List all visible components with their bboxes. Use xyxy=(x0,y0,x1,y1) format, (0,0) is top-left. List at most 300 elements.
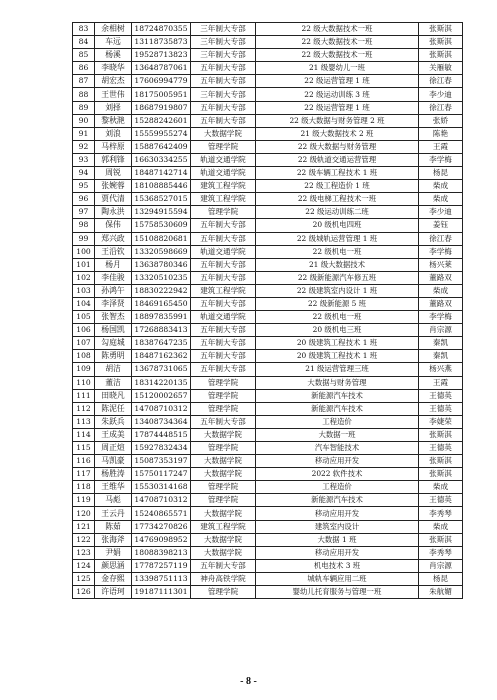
phone-number-cell: 15559955274 xyxy=(132,127,191,140)
college-name-cell: 大数据学院 xyxy=(191,428,256,441)
table-row xyxy=(73,311,463,324)
student-name-cell: 勾庭城 xyxy=(95,337,132,350)
college-name-cell: 大数据学院 xyxy=(191,546,256,559)
phone-number-cell: 15750117247 xyxy=(132,468,191,481)
student-name-cell: 余相树 xyxy=(95,23,132,36)
table-row xyxy=(73,101,463,114)
student-name-cell: 田晓凡 xyxy=(95,389,132,402)
student-name-cell: 周正煊 xyxy=(95,442,132,455)
row-number-cell: 106 xyxy=(73,324,95,337)
row-number-cell: 98 xyxy=(73,219,95,232)
class-name-cell: 工程造价 xyxy=(256,415,419,428)
class-name-cell: 大数据一班 xyxy=(256,428,419,441)
phone-number-cell: 18108885446 xyxy=(132,180,191,193)
class-name-cell: 新能源汽车技术 xyxy=(256,494,419,507)
class-name-cell: 新能源汽车技术 xyxy=(256,389,419,402)
table-row xyxy=(73,455,463,468)
phone-number-cell: 13638780346 xyxy=(132,258,191,271)
phone-number-cell: 18088398213 xyxy=(132,546,191,559)
student-name-cell: 王云丹 xyxy=(95,507,132,520)
class-name-cell: 20 级机电三班 xyxy=(256,324,419,337)
table-row xyxy=(73,520,463,533)
college-name-cell: 五年制大专部 xyxy=(191,232,256,245)
row-number-cell: 87 xyxy=(73,75,95,88)
class-name-cell: 汽车智能技术 xyxy=(256,442,419,455)
row-number-cell: 118 xyxy=(73,481,95,494)
student-name-cell: 张智杰 xyxy=(95,311,132,324)
college-name-cell: 五年制大专部 xyxy=(191,75,256,88)
row-number-cell: 101 xyxy=(73,258,95,271)
row-number-cell: 103 xyxy=(73,284,95,297)
teacher-name-cell: 张斯淇 xyxy=(419,533,463,546)
row-number-cell: 126 xyxy=(73,586,95,599)
phone-number-cell: 18830222942 xyxy=(132,284,191,297)
teacher-name-cell: 张斯淇 xyxy=(419,49,463,62)
class-name-cell: 移动应用开发 xyxy=(256,546,419,559)
table-row xyxy=(73,337,463,350)
student-name-cell: 胡宏杰 xyxy=(95,75,132,88)
class-name-cell: 22 级运营管理 1 班 xyxy=(256,101,419,114)
table-row xyxy=(73,36,463,49)
table-row xyxy=(73,494,463,507)
class-name-cell: 22 级运营管理 1 班 xyxy=(256,75,419,88)
row-number-cell: 107 xyxy=(73,337,95,350)
class-name-cell: 机电技术 3 班 xyxy=(256,559,419,572)
teacher-name-cell: 李学梅 xyxy=(419,311,463,324)
phone-number-cell: 15120002657 xyxy=(132,389,191,402)
table-row xyxy=(73,219,463,232)
phone-number-cell: 17874448515 xyxy=(132,428,191,441)
college-name-cell: 大数据学院 xyxy=(191,455,256,468)
college-name-cell: 五年制大专部 xyxy=(191,101,256,114)
table-row xyxy=(73,324,463,337)
student-name-cell: 周锐 xyxy=(95,167,132,180)
phone-number-cell: 18487162362 xyxy=(132,350,191,363)
table-row xyxy=(73,140,463,153)
row-number-cell: 85 xyxy=(73,49,95,62)
student-name-cell: 王维华 xyxy=(95,481,132,494)
college-name-cell: 三年制大专部 xyxy=(191,36,256,49)
table-row xyxy=(73,127,463,140)
table-row xyxy=(73,481,463,494)
class-name-cell: 2022 软件技术 xyxy=(256,468,419,481)
college-name-cell: 管理学院 xyxy=(191,376,256,389)
teacher-name-cell: 张娇 xyxy=(419,114,463,127)
teacher-name-cell: 柴成 xyxy=(419,520,463,533)
class-name-cell: 大数据与财务管理 xyxy=(256,376,419,389)
phone-number-cell: 13398751113 xyxy=(132,572,191,585)
teacher-name-cell: 王德英 xyxy=(419,402,463,415)
college-name-cell: 三年制大专部 xyxy=(191,49,256,62)
teacher-name-cell: 杨兴莱 xyxy=(419,258,463,271)
college-name-cell: 轨道交通学院 xyxy=(191,153,256,166)
class-name-cell: 22 级运动训练二班 xyxy=(256,206,419,219)
teacher-name-cell: 杨昆 xyxy=(419,167,463,180)
table-row xyxy=(73,402,463,415)
teacher-name-cell: 王德英 xyxy=(419,494,463,507)
class-name-cell: 22 级机电一班 xyxy=(256,311,419,324)
student-name-cell: 王世伟 xyxy=(95,88,132,101)
student-name-cell: 金存熙 xyxy=(95,572,132,585)
teacher-name-cell: 张斯淇 xyxy=(419,468,463,481)
phone-number-cell: 13320510235 xyxy=(132,271,191,284)
class-name-cell: 20 级建筑工程技术 1 班 xyxy=(256,350,419,363)
student-name-cell: 马凯豪 xyxy=(95,455,132,468)
phone-number-cell: 15927832434 xyxy=(132,442,191,455)
phone-number-cell: 18724870355 xyxy=(132,23,191,36)
college-name-cell: 管理学院 xyxy=(191,494,256,507)
row-number-cell: 124 xyxy=(73,559,95,572)
table-row xyxy=(73,507,463,520)
teacher-name-cell: 陈艳 xyxy=(419,127,463,140)
row-number-cell: 117 xyxy=(73,468,95,481)
table-row xyxy=(73,284,463,297)
table-row xyxy=(73,88,463,101)
college-name-cell: 建筑工程学院 xyxy=(191,180,256,193)
class-name-cell: 22 级轨道交通运营管理 xyxy=(256,153,419,166)
class-name-cell: 22 级新能源汽车修五班 xyxy=(256,271,419,284)
student-name-cell: 王沿钦 xyxy=(95,245,132,258)
row-number-cell: 93 xyxy=(73,153,95,166)
phone-number-cell: 18487142714 xyxy=(132,167,191,180)
college-name-cell: 大数据学院 xyxy=(191,533,256,546)
phone-number-cell: 17268883413 xyxy=(132,324,191,337)
teacher-name-cell: 李秀琴 xyxy=(419,546,463,559)
row-number-cell: 109 xyxy=(73,363,95,376)
college-name-cell: 管理学院 xyxy=(191,442,256,455)
teacher-name-cell: 李婕荣 xyxy=(419,415,463,428)
student-name-cell: 李泽贤 xyxy=(95,297,132,310)
phone-number-cell: 18687919807 xyxy=(132,101,191,114)
student-name-cell: 陈勇明 xyxy=(95,350,132,363)
class-name-cell: 21 级运营管理三班 xyxy=(256,363,419,376)
table-body xyxy=(73,23,463,599)
table-row xyxy=(73,206,463,219)
teacher-name-cell: 李学梅 xyxy=(419,153,463,166)
teacher-name-cell: 李秀琴 xyxy=(419,507,463,520)
table-row xyxy=(73,232,463,245)
teacher-name-cell: 朱航媚 xyxy=(419,586,463,599)
phone-number-cell: 17734270826 xyxy=(132,520,191,533)
student-name-cell: 保伟 xyxy=(95,219,132,232)
row-number-cell: 111 xyxy=(73,389,95,402)
page-number: - 8 - xyxy=(240,676,257,687)
table-row xyxy=(73,258,463,271)
row-number-cell: 104 xyxy=(73,297,95,310)
row-number-cell: 115 xyxy=(73,442,95,455)
college-name-cell: 建筑工程学院 xyxy=(191,284,256,297)
table-row xyxy=(73,533,463,546)
phone-number-cell: 13648787061 xyxy=(132,62,191,75)
college-name-cell: 大数据学院 xyxy=(191,507,256,520)
table-row xyxy=(73,75,463,88)
teacher-name-cell: 关雁敏 xyxy=(419,62,463,75)
student-name-cell: 李晓华 xyxy=(95,62,132,75)
college-name-cell: 大数据学院 xyxy=(191,127,256,140)
table-row xyxy=(73,559,463,572)
phone-number-cell: 15108820681 xyxy=(132,232,191,245)
row-number-cell: 120 xyxy=(73,507,95,520)
phone-number-cell: 18314220135 xyxy=(132,376,191,389)
row-number-cell: 84 xyxy=(73,36,95,49)
class-name-cell: 22 级运动训练 3 班 xyxy=(256,88,419,101)
college-name-cell: 五年制大专部 xyxy=(191,271,256,284)
row-number-cell: 114 xyxy=(73,428,95,441)
table-row xyxy=(73,167,463,180)
teacher-name-cell: 张斯淇 xyxy=(419,428,463,441)
college-name-cell: 五年制大专部 xyxy=(191,363,256,376)
row-number-cell: 90 xyxy=(73,114,95,127)
phone-number-cell: 14769098952 xyxy=(132,533,191,546)
row-number-cell: 89 xyxy=(73,101,95,114)
table-row xyxy=(73,572,463,585)
row-number-cell: 119 xyxy=(73,494,95,507)
phone-number-cell: 17606994779 xyxy=(132,75,191,88)
teacher-name-cell: 王德英 xyxy=(419,442,463,455)
row-number-cell: 96 xyxy=(73,193,95,206)
teacher-name-cell: 徐江春 xyxy=(419,101,463,114)
student-name-cell: 胡洁 xyxy=(95,363,132,376)
student-name-cell: 陶永洪 xyxy=(95,206,132,219)
table-row xyxy=(73,180,463,193)
college-name-cell: 五年制大专部 xyxy=(191,258,256,271)
class-name-cell: 22 级大数据与财务管理 xyxy=(256,140,419,153)
class-name-cell: 22 级工程造价 1 班 xyxy=(256,180,419,193)
student-name-cell: 车远 xyxy=(95,36,132,49)
table-row xyxy=(73,193,463,206)
class-name-cell: 21 级大数据技术 2 班 xyxy=(256,127,419,140)
student-name-cell: 杨月 xyxy=(95,258,132,271)
student-name-cell: 郭利锋 xyxy=(95,153,132,166)
college-name-cell: 大数据学院 xyxy=(191,468,256,481)
student-name-cell: 颜思涵 xyxy=(95,559,132,572)
student-name-cell: 黎秋滟 xyxy=(95,114,132,127)
teacher-name-cell: 徐江春 xyxy=(419,232,463,245)
class-name-cell: 22 级建筑室内设计 1 班 xyxy=(256,284,419,297)
row-number-cell: 100 xyxy=(73,245,95,258)
table-row xyxy=(73,442,463,455)
table-row xyxy=(73,245,463,258)
table-row xyxy=(73,586,463,599)
college-name-cell: 管理学院 xyxy=(191,140,256,153)
class-name-cell: 22 级车辆工程技术 1 班 xyxy=(256,167,419,180)
table-row xyxy=(73,350,463,363)
row-number-cell: 86 xyxy=(73,62,95,75)
class-name-cell: 新能源汽车技术 xyxy=(256,402,419,415)
teacher-name-cell: 肖宗源 xyxy=(419,559,463,572)
college-name-cell: 三年制大专部 xyxy=(191,23,256,36)
teacher-name-cell: 柴成 xyxy=(419,481,463,494)
class-name-cell: 22 级大数据技术一班 xyxy=(256,49,419,62)
college-name-cell: 五年制大专部 xyxy=(191,337,256,350)
row-number-cell: 95 xyxy=(73,180,95,193)
teacher-name-cell: 王德英 xyxy=(419,389,463,402)
college-name-cell: 轨道交通学院 xyxy=(191,311,256,324)
phone-number-cell: 18175005951 xyxy=(132,88,191,101)
table-row xyxy=(73,415,463,428)
table-row xyxy=(73,114,463,127)
student-name-cell: 许语珂 xyxy=(95,586,132,599)
row-number-cell: 105 xyxy=(73,311,95,324)
college-name-cell: 管理学院 xyxy=(191,586,256,599)
class-name-cell: 城轨车辆应用二班 xyxy=(256,572,419,585)
phone-number-cell: 13408734364 xyxy=(132,415,191,428)
table-row xyxy=(73,363,463,376)
phone-number-cell: 16630334255 xyxy=(132,153,191,166)
teacher-name-cell: 杨昆 xyxy=(419,572,463,585)
college-name-cell: 建筑工程学院 xyxy=(191,193,256,206)
class-name-cell: 大数据 1 班 xyxy=(256,533,419,546)
teacher-name-cell: 杨兴燕 xyxy=(419,363,463,376)
row-number-cell: 94 xyxy=(73,167,95,180)
teacher-name-cell: 王霞 xyxy=(419,140,463,153)
row-number-cell: 110 xyxy=(73,376,95,389)
student-name-cell: 刘浪 xyxy=(95,127,132,140)
row-number-cell: 91 xyxy=(73,127,95,140)
class-name-cell: 22 级新能源 5 班 xyxy=(256,297,419,310)
college-name-cell: 管理学院 xyxy=(191,402,256,415)
student-name-cell: 陈茹 xyxy=(95,520,132,533)
college-name-cell: 管理学院 xyxy=(191,481,256,494)
college-name-cell: 五年制大专部 xyxy=(191,62,256,75)
row-number-cell: 123 xyxy=(73,546,95,559)
student-name-cell: 刘择 xyxy=(95,101,132,114)
college-name-cell: 五年制大专部 xyxy=(191,415,256,428)
teacher-name-cell: 秦凯 xyxy=(419,337,463,350)
table-row xyxy=(73,23,463,36)
class-name-cell: 22 级大数据技术一班 xyxy=(256,23,419,36)
student-name-cell: 马梓原 xyxy=(95,140,132,153)
student-name-cell: 贾代清 xyxy=(95,193,132,206)
student-name-cell: 郑兴政 xyxy=(95,232,132,245)
row-number-cell: 88 xyxy=(73,88,95,101)
table-row xyxy=(73,153,463,166)
row-number-cell: 108 xyxy=(73,350,95,363)
phone-number-cell: 18469165450 xyxy=(132,297,191,310)
class-name-cell: 建筑室内设计 xyxy=(256,520,419,533)
table-row xyxy=(73,468,463,481)
student-name-cell: 王成美 xyxy=(95,428,132,441)
class-name-cell: 工程造价 xyxy=(256,481,419,494)
phone-number-cell: 18387647235 xyxy=(132,337,191,350)
student-name-cell: 张婉蓉 xyxy=(95,180,132,193)
class-name-cell: 22 级大数据技术一班 xyxy=(256,36,419,49)
class-name-cell: 20 级建筑工程技术 1 班 xyxy=(256,337,419,350)
class-name-cell: 22 级机电一班 xyxy=(256,245,419,258)
student-table xyxy=(72,22,463,599)
student-name-cell: 马彪 xyxy=(95,494,132,507)
student-name-cell: 董洁 xyxy=(95,376,132,389)
row-number-cell: 102 xyxy=(73,271,95,284)
student-name-cell: 杨国凯 xyxy=(95,324,132,337)
teacher-name-cell: 柴成 xyxy=(419,193,463,206)
phone-number-cell: 19528713823 xyxy=(132,49,191,62)
college-name-cell: 三年制大专部 xyxy=(191,88,256,101)
class-name-cell: 20 级机电四班 xyxy=(256,219,419,232)
table-row xyxy=(73,428,463,441)
row-number-cell: 83 xyxy=(73,23,95,36)
class-name-cell: 21 级大数据技术 xyxy=(256,258,419,271)
college-name-cell: 五年制大专部 xyxy=(191,559,256,572)
class-name-cell: 22 级大数据与财务管理 2 班 xyxy=(256,114,419,127)
student-name-cell: 朱跃兵 xyxy=(95,415,132,428)
college-name-cell: 管理学院 xyxy=(191,389,256,402)
table-row xyxy=(73,62,463,75)
phone-number-cell: 17787257119 xyxy=(132,559,191,572)
phone-number-cell: 15368527015 xyxy=(132,193,191,206)
phone-number-cell: 15087353197 xyxy=(132,455,191,468)
teacher-name-cell: 张斯淇 xyxy=(419,455,463,468)
student-name-cell: 李佳骏 xyxy=(95,271,132,284)
college-name-cell: 建筑工程学院 xyxy=(191,520,256,533)
row-number-cell: 99 xyxy=(73,232,95,245)
college-name-cell: 五年制大专部 xyxy=(191,114,256,127)
row-number-cell: 121 xyxy=(73,520,95,533)
phone-number-cell: 13320598669 xyxy=(132,245,191,258)
college-name-cell: 管理学院 xyxy=(191,206,256,219)
class-name-cell: 22 级城轨运营管理 1 班 xyxy=(256,232,419,245)
phone-number-cell: 19187111301 xyxy=(132,586,191,599)
teacher-name-cell: 张斯淇 xyxy=(419,36,463,49)
class-name-cell: 21 级婴幼儿一班 xyxy=(256,62,419,75)
teacher-name-cell: 肖宗源 xyxy=(419,324,463,337)
teacher-name-cell: 李学梅 xyxy=(419,245,463,258)
phone-number-cell: 13118735873 xyxy=(132,36,191,49)
table-row xyxy=(73,297,463,310)
teacher-name-cell: 董路双 xyxy=(419,271,463,284)
teacher-name-cell: 柴成 xyxy=(419,180,463,193)
phone-number-cell: 13294915594 xyxy=(132,206,191,219)
phone-number-cell: 15530314168 xyxy=(132,481,191,494)
row-number-cell: 92 xyxy=(73,140,95,153)
student-name-cell: 张海斧 xyxy=(95,533,132,546)
row-number-cell: 97 xyxy=(73,206,95,219)
teacher-name-cell: 徐江春 xyxy=(419,75,463,88)
teacher-name-cell: 张斯淇 xyxy=(419,23,463,36)
college-name-cell: 五年制大专部 xyxy=(191,350,256,363)
college-name-cell: 轨道交通学院 xyxy=(191,245,256,258)
row-number-cell: 122 xyxy=(73,533,95,546)
phone-number-cell: 15887642409 xyxy=(132,140,191,153)
college-name-cell: 五年制大专部 xyxy=(191,324,256,337)
phone-number-cell: 15758530609 xyxy=(132,219,191,232)
phone-number-cell: 15288242601 xyxy=(132,114,191,127)
teacher-name-cell: 柴成 xyxy=(419,284,463,297)
teacher-name-cell: 董路双 xyxy=(419,297,463,310)
teacher-name-cell: 李少迪 xyxy=(419,88,463,101)
phone-number-cell: 15240865571 xyxy=(132,507,191,520)
row-number-cell: 113 xyxy=(73,415,95,428)
teacher-name-cell: 李少迪 xyxy=(419,206,463,219)
teacher-name-cell: 王霞 xyxy=(419,376,463,389)
student-name-cell: 尹娟 xyxy=(95,546,132,559)
college-name-cell: 轨道交通学院 xyxy=(191,167,256,180)
table-row xyxy=(73,376,463,389)
table-row xyxy=(73,546,463,559)
phone-number-cell: 14708710312 xyxy=(132,402,191,415)
teacher-name-cell: 姜钰 xyxy=(419,219,463,232)
row-number-cell: 125 xyxy=(73,572,95,585)
phone-number-cell: 14708710312 xyxy=(132,494,191,507)
table-row xyxy=(73,49,463,62)
class-name-cell: 婴幼儿托育服务与管理一班 xyxy=(256,586,419,599)
college-name-cell: 五年制大专部 xyxy=(191,219,256,232)
student-name-cell: 孙鸿午 xyxy=(95,284,132,297)
teacher-name-cell: 秦凯 xyxy=(419,350,463,363)
student-name-cell: 杨溪 xyxy=(95,49,132,62)
phone-number-cell: 13678731065 xyxy=(132,363,191,376)
table-row xyxy=(73,389,463,402)
